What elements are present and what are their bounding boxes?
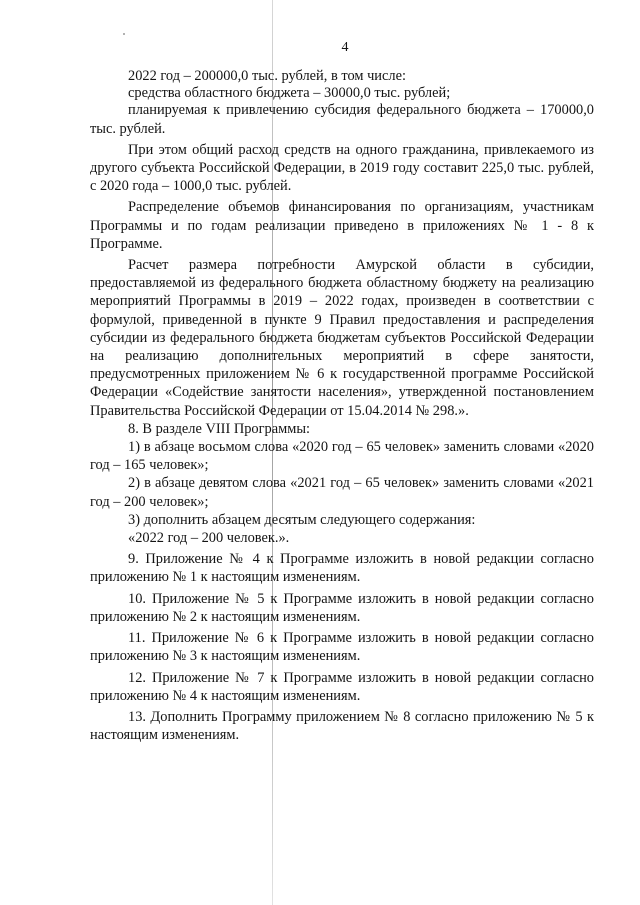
paragraph-2022-total: 2022 год – 200000,0 тыс. рублей, в том числе: (128, 68, 406, 84)
paragraph-funding-distribution: Распределение объемов финансирования по организациям, участникам Программы и по годам реализации приведено в приложениях № 1 - 8 к Программе. (90, 199, 594, 252)
paragraph-item-11: 11. Приложение № 6 к Программе изложить в новой редакции согласно приложению № 3 к настоящим изменениям. (90, 630, 594, 665)
paragraph-cost-per-citizen: При этом общий расход средств на одного гражданина, привлекаемого из другого субъекта Российской Федерации, в 2019 году составит 225,0 тыс. рублей, с 2020 года – 1000,0 тыс. рублей. (90, 141, 594, 195)
paragraph-item-13: 13. Дополнить Программу приложением № 8 согласно приложению № 5 к настоящим изменениям. (90, 708, 594, 744)
paragraph-federal-subsidy: планируемая к привлечению субсидия федерального бюджета – 170000,0 тыс. рублей. (90, 102, 594, 137)
paragraph-item-9: 9. Приложение № 4 к Программе изложить в новой редакции согласно приложению № 1 к настоящим изменениям. (90, 551, 594, 586)
scan-speck (123, 33, 125, 35)
paragraph-regional-budget: средства областного бюджета – 30000,0 тыс. рублей; (128, 85, 451, 102)
paragraph-item-12: 12. Приложение № 7 к Программе изложить в новой редакции согласно приложению № 4 к настоящим изменениям. (90, 669, 594, 704)
paragraph-section-8-item-3: 3) дополнить абзацем десятым следующего содержания: (128, 511, 476, 528)
document-body (90, 67, 594, 744)
paragraph-2022-people: «2022 год – 200 человек.». (128, 530, 290, 547)
paragraph-item-10: 10. Приложение № 5 к Программе изложить в новой редакции согласно приложению № 2 к настоящим изменениям. (90, 590, 594, 625)
paragraph-section-8-item-2: 2) в абзаце девятом слова «2021 год – 65 человек» заменить словами «2021 год – 200 человек»; (90, 475, 594, 510)
paragraph-section-8-item-1: 1) в абзаце восьмом слова «2020 год – 65 человек» заменить словами «2020 год – 165 человек»; (90, 439, 594, 474)
paragraph-section-8-heading: 8. В разделе VIII Программы: (128, 420, 310, 437)
page-number: 4 (341, 40, 349, 55)
paragraph-subsidy-calculation: Расчет размера потребности Амурской области в субсидии, предоставляемой из федерального бюджета областному бюджету на реализацию мероприятий Программы в 2019 – 2022 годах, произведен в соответствии с формулой, приведенной в пункте 9 Правил предоставления и распределения субсидии из федерального бюджета бюджетам субъектов Российской Федерации на реализацию дополнительных мероприятий в сфере занятости, предусмотренных приложением № 6 к государственной программе Российской Федерации «Содействие занятости населения», утвержденной постановлением Правительства Российской Федерации от 15.04.2014 № 298.». (90, 257, 594, 419)
